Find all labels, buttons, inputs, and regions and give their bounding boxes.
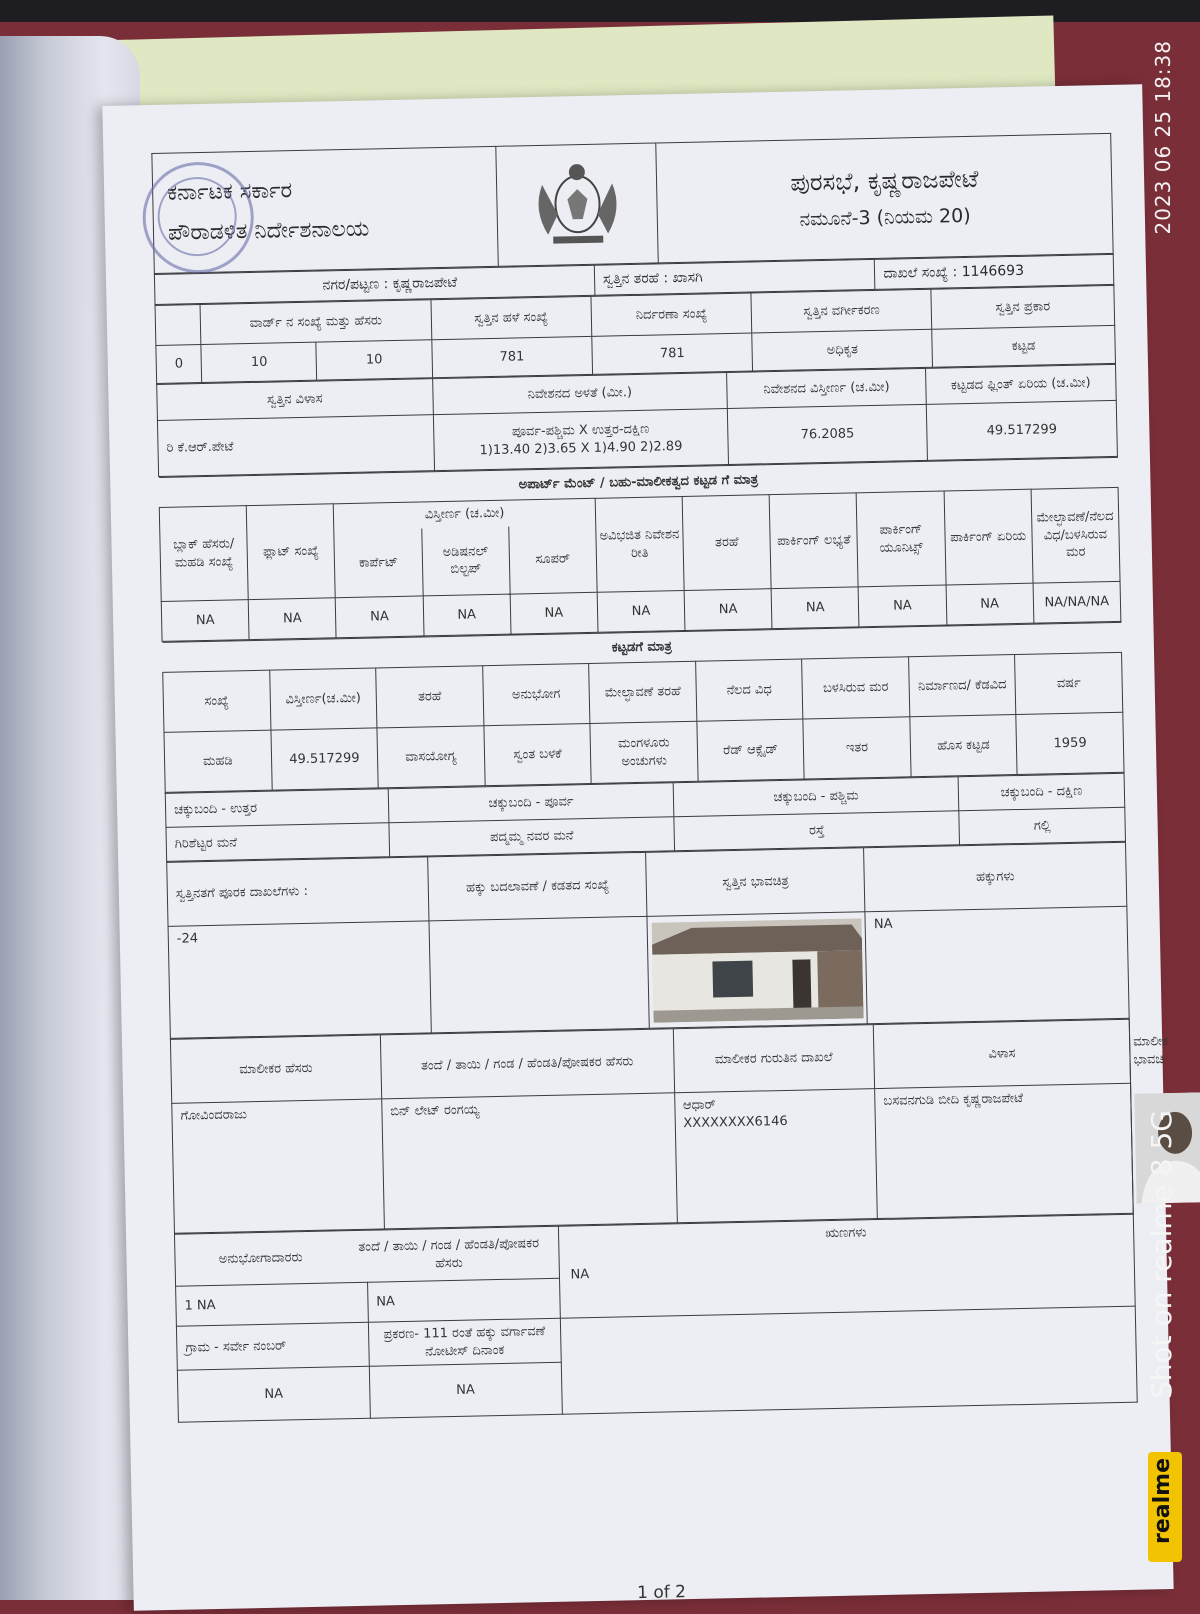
document-page [102, 84, 1173, 1610]
apt-roof-floor-header: ಮೇಲ್ಛಾವಣೆ/ನೆಲದ ವಿಧ/ಬಳಸಿರುವ ಮರ [1031, 487, 1120, 583]
bld-no-value: ಮಹಡಿ [164, 730, 272, 792]
classification-value: ಅಧಿಕೃತ [752, 329, 932, 371]
emblem-cell [496, 143, 659, 266]
apt-area-group-header: ವಿಸ್ತೀರ್ಣ (ಚ.ಮೀ) [334, 498, 596, 530]
form-number: ನಮೂನೆ-3 (ನಿಯಮ 20) [799, 204, 971, 231]
bld-year-header: ವರ್ಷ [1015, 652, 1123, 714]
old-no-header: ಸ್ವತ್ತಿನ ಹಳೆ ಸಂಖ್ಯೆ [430, 296, 591, 339]
dimension-line-2: 1)13.40 2)3.65 X 1)4.90 2)2.89 [479, 438, 683, 458]
apt-parking-units-value: NA [858, 585, 946, 627]
dimension-header: ನಿವೇಶನದ ಅಳತೆ (ಮೀ.) [432, 373, 727, 415]
building-banner: ಕಟ್ಟಡಗೆ ಮಾತ್ರ [162, 622, 1121, 672]
owner-table [170, 1019, 1169, 1234]
apt-type-header: ತರಹೆ [682, 495, 771, 591]
boundary-west-header: ಚಕ್ಕುಬಂದಿ - ಪಶ್ಚಿಮ [673, 777, 959, 817]
apt-flat-value: NA [248, 598, 336, 640]
occupant-relation-header: ತಂದೆ / ತಾಯಿ / ಗಂಡ / ಹೆಂಡತಿ/ಪೋಷಕರ ಹೆಸರು [358, 1236, 540, 1271]
classification-header: ಸ್ವತ್ತಿನ ವರ್ಗೀಕರಣ [751, 289, 931, 333]
apt-carpet-header: ಕಾರ್ಪೆಟ್ [334, 528, 423, 598]
owner-address: ಬಸವನಗುಡಿ ಬೀದಿ ಕೃಷ್ಣರಾಜಪೇಟೆ [875, 1083, 1134, 1218]
owner-id-number: XXXXXXXX6146 [683, 1113, 788, 1131]
property-kind-value: ಕಟ್ಟಡ [932, 325, 1116, 367]
assessment-number: 781 [592, 333, 753, 374]
boundary-south-value: ಗಲ್ಲಿ [959, 807, 1125, 844]
ward-name: 10 [316, 340, 432, 380]
occupant-name: NA [196, 1297, 216, 1314]
apartment-banner: ಅಪಾರ್ಟ್ ಮೆಂಟ್ / ಬಹು-ಮಾಲೀಕತ್ವದ ಕಟ್ಟಡ ಗೆ ಮಾತ್ರ [159, 457, 1118, 507]
prop-col-prefix [155, 305, 201, 346]
owner-name-header: ಮಾಲೀಕರ ಹೆಸರು [170, 1035, 381, 1103]
owner-relation-header: ತಂದೆ / ತಾಯಿ / ಗಂಡ / ಹೆಂಡತಿ/ಪೋಷಕರ ಹೆಸರು [380, 1029, 674, 1099]
apt-undivided-value: NA [597, 591, 685, 633]
occupant-name-cell [176, 1282, 369, 1326]
ward-number: 10 [201, 342, 317, 382]
liabilities-header: ಋಣಗಳು [825, 1225, 867, 1242]
bld-built-header: ನಿರ್ಮಾಣದ/ ಕೆಡವಿದ [908, 655, 1016, 717]
apt-parking-units-header: ಪಾರ್ಕಿಂಗ್ ಯೂನಿಟ್ಸ್ [856, 491, 945, 587]
owner-relation: ಬಿನ್ ಲೇಟ್ ರಂಗಯ್ಯ [381, 1093, 676, 1229]
survey-value: NA [177, 1366, 370, 1422]
site-area-value: 76.2085 [728, 404, 928, 464]
camera-brand-text: realme [1150, 1458, 1175, 1545]
apt-block-value: NA [161, 600, 249, 642]
page-number: 1 of 2 [636, 1582, 687, 1604]
support-docs-header: ಸ್ವತ್ತಿನತಗೆ ಪೂರಕ ದಾಖಲೆಗಳು : [167, 857, 430, 926]
notice-header: ಪ್ರಕರಣ- 111 ರಂತೆ ಹಕ್ಕು ವರ್ಗಾವಣೆ ನೋಟೀಸ್ ದಿನಾಂಕ [368, 1318, 561, 1366]
prop-row-prefix: 0 [156, 345, 202, 384]
meta-record-no: ದಾಖಲೆ ಸಂಖ್ಯೆ : 1146693 [875, 254, 1114, 289]
apt-roof-floor-value: NA/NA/NA [1033, 581, 1121, 623]
rights-header: ಹಕ್ಕುಗಳು [864, 842, 1127, 911]
address-header: ಸ್ವತ್ತಿನ ವಿಳಾಸ [157, 379, 433, 421]
support-docs-value: -24 [168, 921, 432, 1038]
bld-roof-header: ಮೇಲ್ಛಾವಣೆ ತರಹೆ [589, 661, 697, 723]
apt-type-value: NA [684, 589, 772, 631]
transfer-file-value [429, 916, 649, 1033]
transfer-file-header: ಹಕ್ಕು ಬದಲಾವಣೆ / ಕಡತದ ಸಂಖ್ಯೆ [428, 852, 647, 921]
liabilities-cell [558, 1214, 1135, 1318]
survey-header: ಗ್ರಾಮ - ಸರ್ವೇ ನಂಬರ್ [176, 1322, 369, 1370]
bld-floor-header: ನೆಲದ ವಿಧ [695, 659, 803, 721]
owner-address-header: ವಿಳಾಸ [873, 1019, 1130, 1088]
apt-parking-area-header: ಪಾರ್ಕಿಂಗ್ ಏರಿಯ [944, 489, 1033, 585]
bld-area-value: 49.517299 [271, 728, 379, 790]
meta-city: ನಗರ/ಪಟ್ಟಣ : ಕೃಷ್ಣರಾಜಪೇಟೆ [314, 265, 595, 301]
camera-timestamp: 2023 06 25 18:38 [1151, 40, 1175, 235]
boundary-north-value: ಗಿರಿಶೆಟ್ಟರ ಮನೆ [166, 823, 390, 862]
municipality-name: ಪುರಸಭೆ, ಕೃಷ್ಣರಾಜಪೇಟೆ [789, 165, 979, 198]
assessment-no-header: ನಿರ್ದರಣಾ ಸಂಖ್ಯೆ [591, 293, 752, 336]
owner-photo-header: ಮಾಲೀಕ ಭಾವಚಿ [1129, 1019, 1130, 1083]
boundary-south-header: ಚಕ್ಕುಬಂದಿ - ದಕ್ಷಿಣ [958, 773, 1124, 810]
old-number: 781 [431, 336, 592, 377]
meta-blank [154, 271, 315, 304]
bld-use-header: ಅನುಭೋಗ [482, 664, 590, 726]
site-area-header: ನಿವೇಶನದ ವಿಸ್ತೀರ್ಣ (ಚ.ಮೀ) [727, 368, 927, 408]
boundary-west-value: ರಸ್ತೆ [674, 811, 960, 851]
plinth-area-value: 49.517299 [926, 400, 1117, 460]
bld-no-header: ಸಂಖ್ಯೆ [163, 670, 271, 732]
building-table [162, 622, 1125, 793]
occupant-serial: 1 [184, 1298, 193, 1314]
dimension-line-1: ಪೂರ್ವ-ಪಶ್ಚಿಮ X ಉತ್ತರ-ದಕ್ಷಿಣ [511, 421, 650, 440]
liabilities-blank [560, 1306, 1137, 1414]
apt-flat-header: ಫ್ಲಾಟ್ ಸಂಖ್ಯೆ [246, 504, 335, 600]
gov-name: ಕರ್ನಾಟಕ ಸರ್ಕಾರ [166, 177, 293, 206]
karnataka-emblem-icon [521, 153, 633, 250]
plinth-area-header: ಕಟ್ಟಡದ ಫ್ಲಿಂತ್ ಏರಿಯ (ಚ.ಮೀ) [926, 364, 1117, 404]
owner-name: ಗೋವಿಂದರಾಜು [172, 1099, 384, 1233]
apartment-table [158, 457, 1121, 642]
property-photo-cell [647, 912, 867, 1029]
directorate-name: ಪೌರಾಡಳಿತ ನಿರ್ದೇಶನಾಲಯ [167, 215, 370, 246]
bld-type-value: ವಾಸಯೋಗ್ಯ [377, 726, 485, 788]
meta-property-type: ಸ್ವತ್ತಿನ ತರಹೆ : ಖಾಸಗಿ [594, 259, 875, 295]
apt-additional-value: NA [423, 594, 511, 636]
liabilities-value: NA [570, 1266, 590, 1283]
site-dimensions [433, 409, 729, 471]
apt-parking-avail-header: ಪಾರ್ಕಿಂಗ್ ಲಭ್ಯತೆ [769, 493, 858, 589]
bld-built-value: ಹೊಸ ಕಟ್ಟಡ [910, 715, 1018, 777]
owner-id [674, 1089, 877, 1223]
apt-carpet-value: NA [336, 596, 424, 638]
bld-use-value: ಸ್ವಂತ ಬಳಕೆ [484, 724, 592, 786]
apt-block-header: ಬ್ಲಾಕ್ ಹೆಸರು/ ಮಹಡಿ ಸಂಖ್ಯೆ [159, 506, 248, 602]
header-table [151, 133, 1113, 274]
rights-value: NA [865, 906, 1129, 1023]
occupant-name-header: ಅನುಭೋಗಾದಾರರು [218, 1249, 303, 1267]
notice-value: NA [369, 1362, 562, 1418]
documents-table [166, 842, 1129, 1039]
camera-brand-badge [1148, 1452, 1182, 1562]
camera-watermark: Shot on realme 8 5G [1145, 1110, 1178, 1399]
header-right [656, 133, 1113, 262]
bld-area-header: ವಿಸ್ತೀರ್ಣ(ಚ.ಮೀ) [269, 668, 377, 730]
bld-floor-value: ರೆಡ್ ಆಕ್ಸೈಡ್ [697, 719, 805, 781]
occupant-table [174, 1214, 1138, 1423]
bld-type-header: ತರಹೆ [376, 666, 484, 728]
property-kind-header: ಸ್ವತ್ತಿನ ಪ್ರಕಾರ [931, 285, 1115, 329]
occupant-relation: NA [367, 1278, 560, 1322]
owner-id-type: ಆಧಾರ್ [682, 1097, 716, 1114]
apt-parking-area-value: NA [946, 583, 1034, 625]
property-address: ರಿ ಕೆ.ಆರ್.ಪೇಟೆ [157, 415, 434, 477]
apt-additional-header: ಅಡಿಷನಲ್ ಬಿಲ್ಟಪ್ [421, 526, 510, 596]
boundary-east-header: ಚಕ್ಕುಬಂದಿ - ಪೂರ್ವ [388, 783, 674, 823]
apt-super-value: NA [510, 592, 598, 634]
ward-header: ವಾರ್ಡ್ ನ ಸಂಖ್ಯೆ ಮತ್ತು ಹೆಸರು [200, 300, 431, 345]
property-photo-icon [651, 918, 863, 1022]
owner-id-header: ಮಾಲೀಕರ ಗುರುತಿನ ದಾಖಲೆ [673, 1025, 875, 1093]
bld-wood-value: ಇತರ [803, 717, 911, 779]
bld-year-value: 1959 [1016, 712, 1124, 774]
property-photo-header: ಸ್ವತ್ತಿನ ಭಾವಚಿತ್ರ [646, 848, 865, 917]
apt-parking-avail-value: NA [771, 587, 859, 629]
apt-undivided-header: ಅವಿಭಜಿತ ನಿವೇಶನ ರೀತಿ [595, 496, 684, 592]
boundary-north-header: ಚಕ್ಕುಬಂದಿ - ಉತ್ತರ [165, 789, 389, 828]
bld-wood-header: ಬಳಸಿರುವ ಮರ [802, 657, 910, 719]
bld-roof-value: ಮಂಗಳೂರು ಅಂಚುಗಳು [590, 721, 698, 783]
apt-super-header: ಸೂಪರ್ [508, 524, 597, 594]
occupant-header-group [174, 1226, 559, 1286]
boundary-east-value: ಪದ್ಮಮ್ಮ ನವರ ಮನೆ [389, 817, 675, 857]
